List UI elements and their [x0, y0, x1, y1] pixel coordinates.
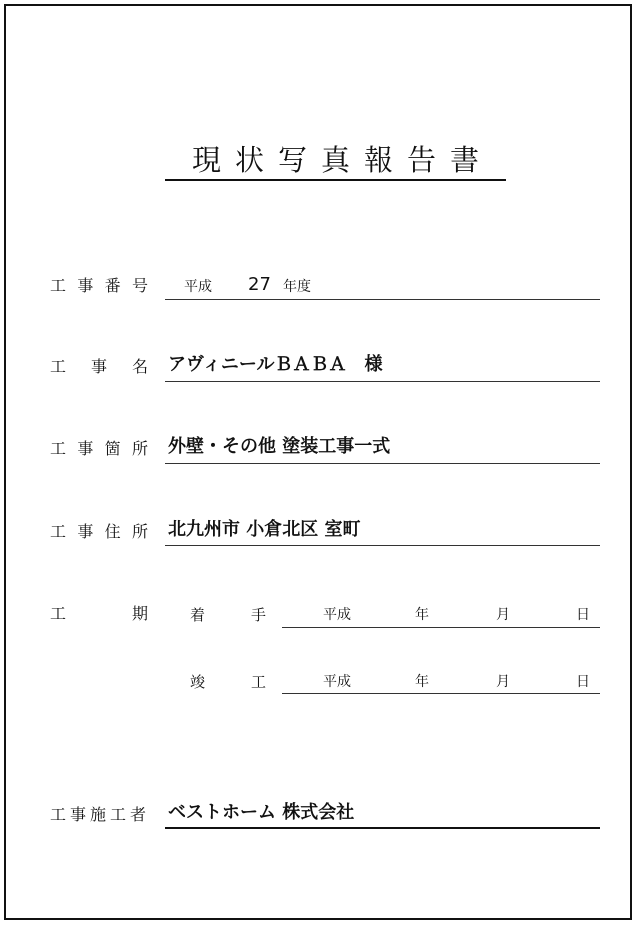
construction-address-value: 北九州市 小倉北区 室町	[168, 519, 361, 540]
construction-location-line	[165, 463, 600, 464]
construction-name-value: アヴィニールＢＡＢＡ 様	[168, 354, 383, 375]
construction-name-line	[165, 381, 600, 382]
contractor-value: ベストホーム 株式会社	[168, 802, 355, 823]
period-start-month: 月	[496, 607, 510, 623]
construction-location-value: 外壁・その他 塗装工事一式	[168, 436, 391, 457]
period-start-line	[282, 627, 600, 628]
construction-address-line	[165, 545, 600, 546]
period-end-label: 竣 工	[190, 673, 266, 691]
construction-number-suffix: 年度	[283, 279, 311, 295]
period-start-era: 平成	[323, 607, 351, 623]
construction-number-era: 平成	[184, 279, 212, 295]
construction-number-line	[165, 299, 600, 300]
period-start-day: 日	[576, 607, 590, 623]
period-start-year: 年	[415, 607, 429, 623]
period-end-month: 月	[496, 674, 510, 690]
contractor-line	[165, 827, 600, 829]
document-title: 現状写真報告書	[191, 143, 493, 177]
construction-name-label: 工 事 名	[50, 357, 148, 376]
construction-period-label: 工 期	[50, 604, 148, 623]
period-end-day: 日	[576, 674, 590, 690]
construction-location-label: 工 事 箇 所	[50, 439, 148, 458]
contractor-label: 工 事 施 工 者	[50, 805, 146, 824]
construction-number-label: 工 事 番 号	[50, 276, 148, 295]
construction-number-year: 27	[248, 274, 271, 295]
title-underline	[165, 179, 506, 181]
construction-address-label: 工 事 住 所	[50, 522, 148, 541]
period-end-era: 平成	[323, 674, 351, 690]
period-end-line	[282, 693, 600, 694]
period-end-year: 年	[415, 674, 429, 690]
period-start-label: 着 手	[190, 606, 266, 624]
